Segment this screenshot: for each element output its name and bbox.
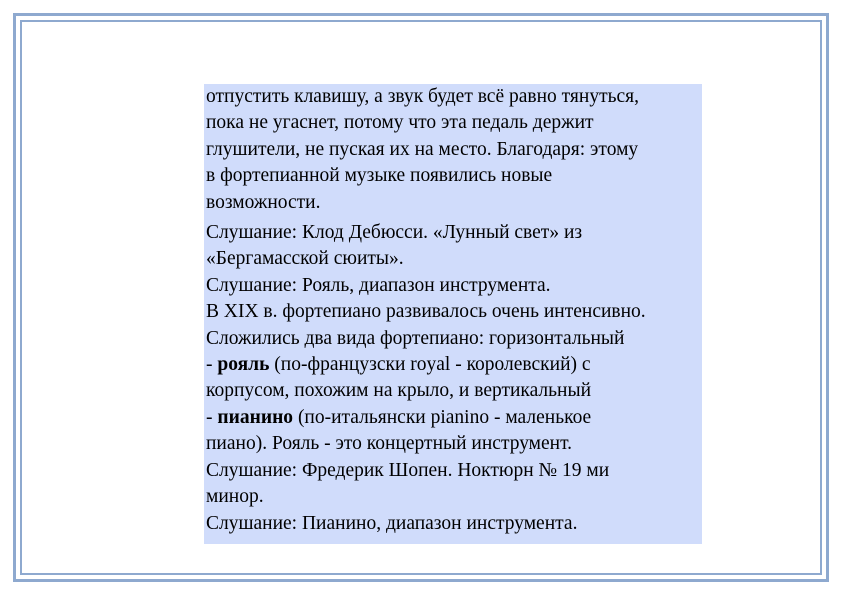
text-line: «Бергамасской сюиты». bbox=[206, 248, 404, 270]
text-line: отпустить клавишу, а звук будет всё равно тянуться, bbox=[206, 86, 639, 107]
text-line: пока не угаснет, потому что эта педаль держит bbox=[206, 112, 594, 134]
term-pianino-description: (по-итальянски pianino - маленькое bbox=[293, 406, 592, 428]
text-line: минор. bbox=[206, 486, 264, 508]
text-line: пиано). Рояль - это концертный инструмент. bbox=[206, 433, 573, 455]
text-line: В XIX в. фортепиано развивалось очень интенсивно. bbox=[206, 301, 646, 323]
text-line-royal bbox=[206, 352, 700, 378]
dash-prefix: - bbox=[206, 354, 218, 376]
text-line: возможности. bbox=[206, 191, 321, 213]
text-line: Слушание: Пианино, диапазон инструмента. bbox=[206, 512, 578, 534]
term-royal-description: (по-французски royal - королевский) с bbox=[269, 354, 591, 376]
text-line: Слушание: Клод Дебюсси. «Лунный свет» из bbox=[206, 222, 583, 244]
text-line: корпусом, похожим на крыло, и вертикальный bbox=[206, 380, 592, 402]
text-line: в фортепианной музыке появились новые bbox=[206, 165, 553, 187]
text-line-pianino bbox=[206, 405, 700, 431]
text-line: глушители, не пуская их на место. Благодаря: этому bbox=[206, 138, 639, 160]
paragraph-listening bbox=[206, 220, 700, 537]
dash-prefix: - bbox=[206, 406, 218, 428]
text-box bbox=[204, 84, 702, 544]
term-pianino: пианино bbox=[217, 406, 294, 428]
text-line: Слушание: Фредерик Шопен. Ноктюрн № 19 ми bbox=[206, 459, 610, 481]
paragraph-pedal bbox=[206, 84, 700, 216]
text-line: Сложились два вида фортепиано: горизонтальный bbox=[206, 327, 625, 349]
term-royal: рояль bbox=[217, 354, 270, 376]
text-line: Слушание: Рояль, диапазон инструмента. bbox=[206, 274, 551, 296]
